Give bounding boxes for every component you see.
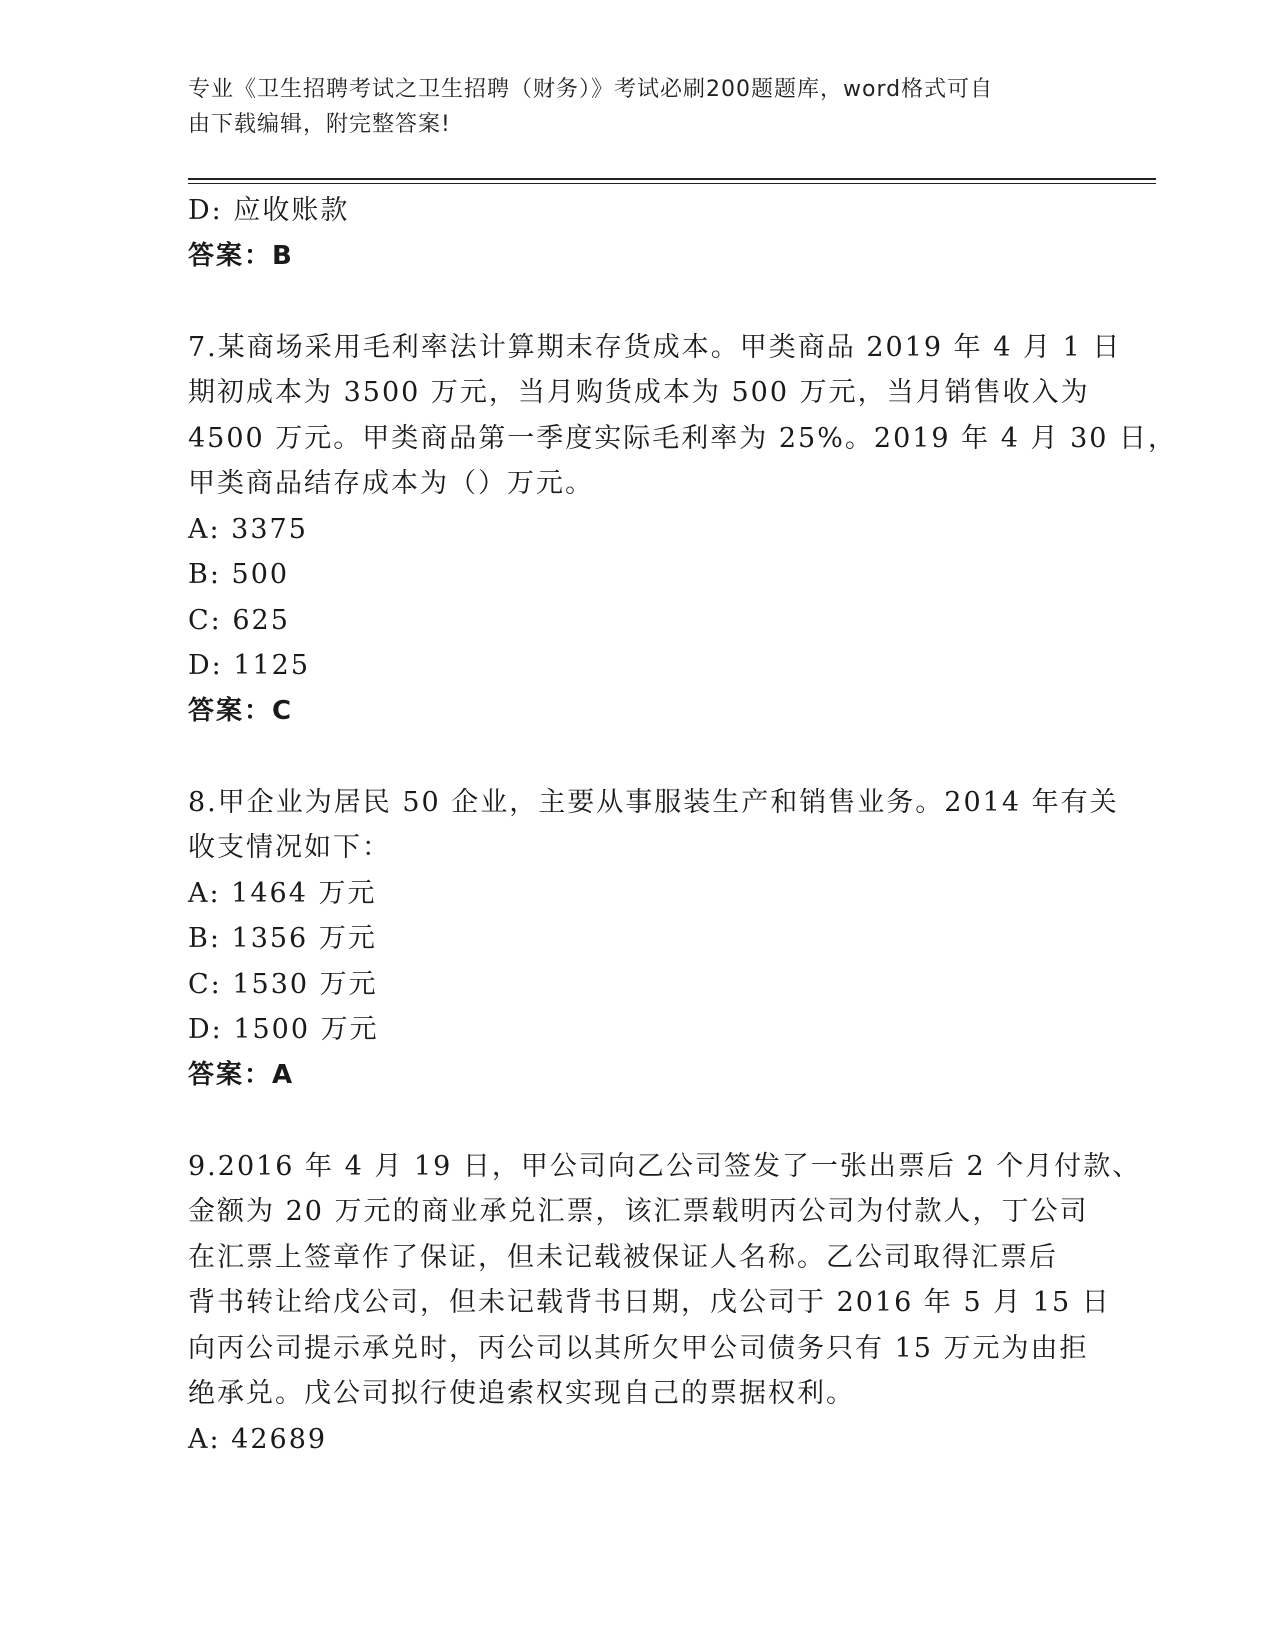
spacer <box>188 1098 1088 1144</box>
option-d: D: 1125 <box>188 650 311 681</box>
question-text-line: 收支情况如下： <box>188 832 391 863</box>
option-a: A: 1464 万元 <box>188 877 377 909</box>
question-8 <box>188 780 1119 1099</box>
question-text-line: 9.2016 年 4 月 19 日，甲公司向乙公司签发了一张出票后 2 个月付款、 <box>188 1150 1142 1182</box>
question-text-line: 期初成本为 3500 万元，当月购货成本为 500 万元，当月销售收入为 <box>188 377 1090 408</box>
option-b: B: 500 <box>188 559 290 590</box>
spacer <box>188 734 1088 780</box>
question-text-line: 绝承兑。戊公司拟行使追索权实现自己的票据权利。 <box>188 1378 855 1409</box>
question-text-line: 8.甲企业为居民 50 企业，主要从事服装生产和销售业务。2014 年有关 <box>188 786 1119 818</box>
answer-line: 答案：C <box>188 695 294 726</box>
question-text-line: 甲类商品结存成本为（）万元。 <box>188 468 594 499</box>
answer-line: 答案：B <box>188 240 294 271</box>
question-text-line: 背书转让给戊公司，但未记载背书日期，戊公司于 2016 年 5 月 15 日 <box>188 1287 1111 1318</box>
question-text-line: 向丙公司提示承兑时，丙公司以其所欠甲公司债务只有 15 万元为由拒 <box>188 1332 1089 1364</box>
question-7 <box>188 325 1178 735</box>
question-text-line: 4500 万元。甲类商品第一季度实际毛利率为 25%。2019 年 4 月 30 日， <box>188 422 1178 454</box>
header-divider-thick <box>188 178 1156 180</box>
question-text-line: 7.某商场采用毛利率法计算期末存货成本。甲类商品 2019 年 4 月 1 日 <box>188 331 1122 363</box>
option-d: D: 1500 万元 <box>188 1014 379 1045</box>
option-b: B: 1356 万元 <box>188 923 377 954</box>
header-line-2: 由下载编辑，附完整答案! <box>188 112 451 137</box>
option-c: C: 1530 万元 <box>188 968 378 1000</box>
question-9 <box>188 1144 1142 1463</box>
document-body <box>188 188 1178 1462</box>
page-header <box>188 72 1088 142</box>
question-text-line: 在汇票上签章作了保证，但未记载被保证人名称。乙公司取得汇票后 <box>188 1241 1058 1273</box>
option-c: C: 625 <box>188 604 290 636</box>
option-a: A: 3375 <box>188 513 308 545</box>
header-divider-thin <box>188 183 1156 184</box>
option-a: A: 42689 <box>188 1423 328 1455</box>
answer-line: 答案：A <box>188 1059 295 1090</box>
header-line-1: 专业《卫生招聘考试之卫生招聘（财务）》考试必刷200题题库，word格式可自 <box>188 77 994 102</box>
option-d: D: 应收账款 <box>188 195 350 226</box>
previous-question-tail <box>188 188 1088 279</box>
spacer <box>188 279 1088 325</box>
question-text-line: 金额为 20 万元的商业承兑汇票，该汇票载明丙公司为付款人，丁公司 <box>188 1196 1089 1227</box>
